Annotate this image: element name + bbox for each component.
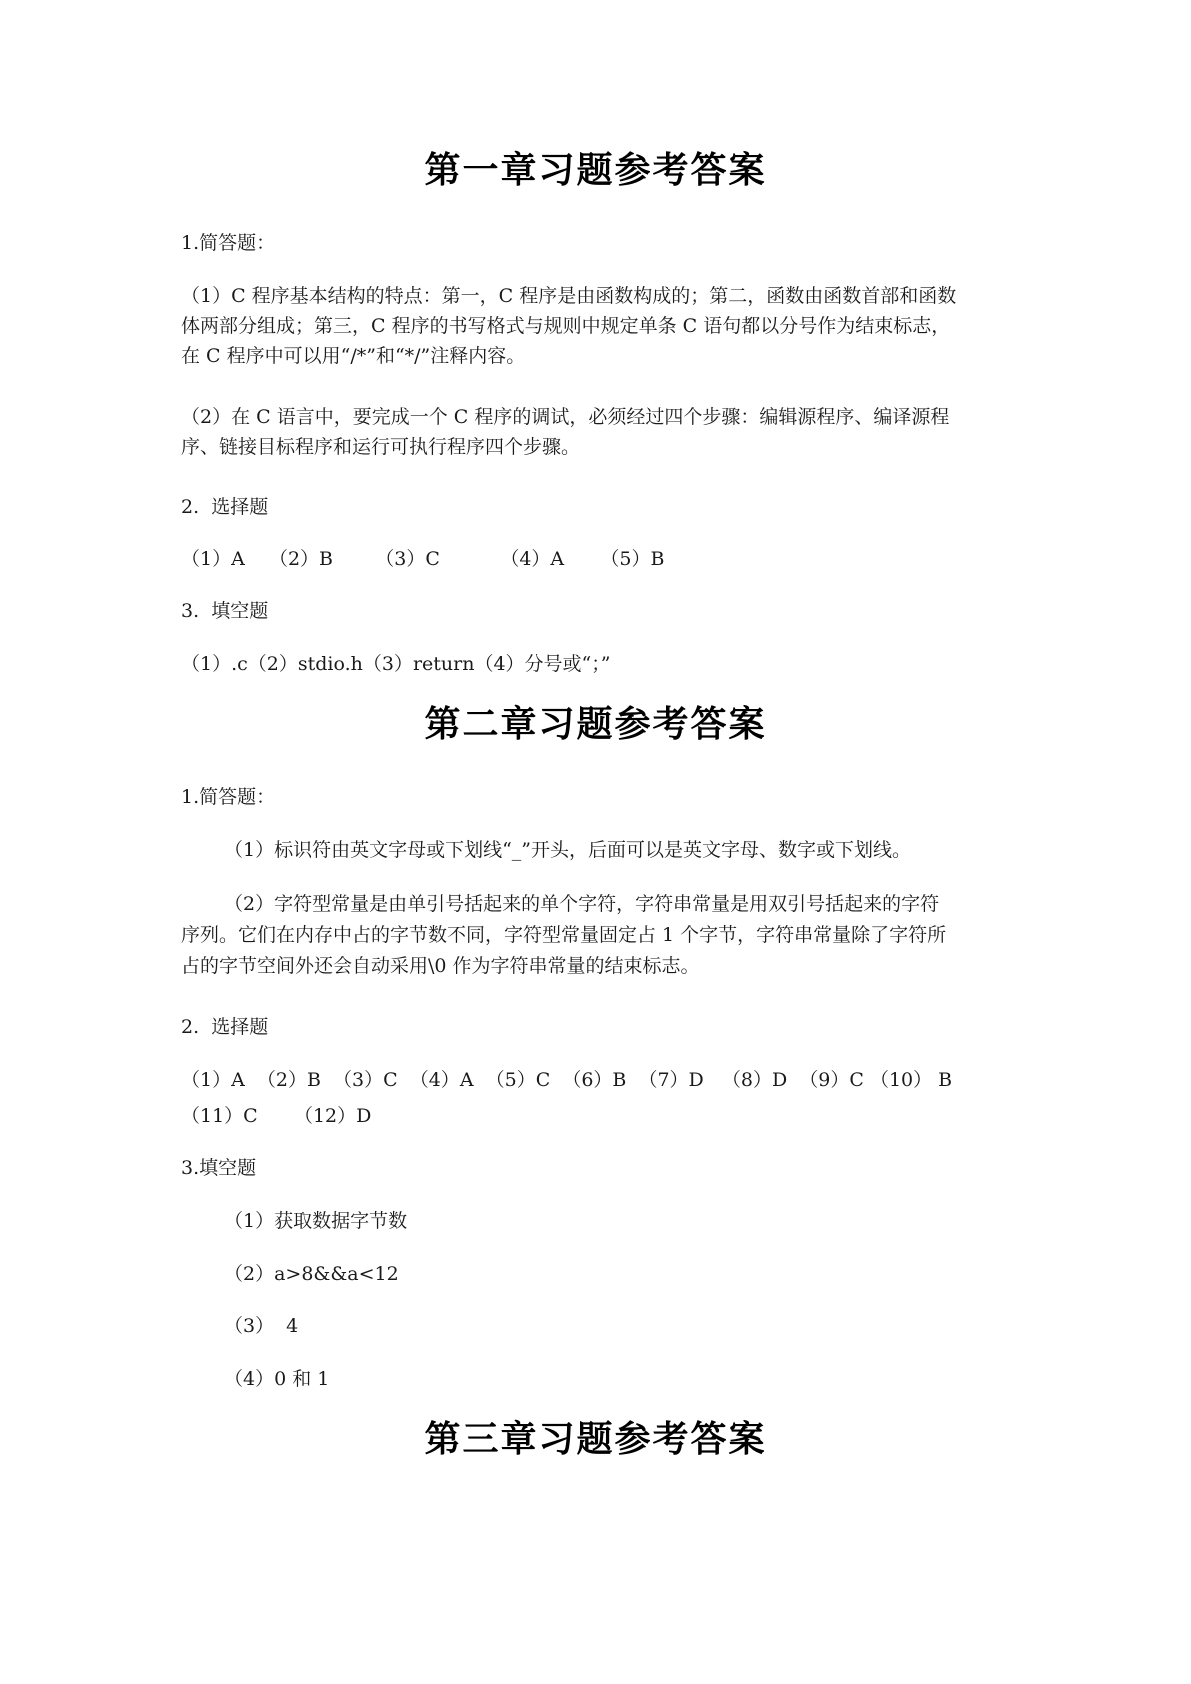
ch2-fill-heading: 3.填空题 <box>181 1157 257 1179</box>
ch1-choice-heading: 2. 选择题 <box>181 496 269 518</box>
ch1-choice-answers: （1）A （2）B （3）C （4）A （5）B <box>181 548 665 570</box>
ch1-short-answer-heading: 1.简答题： <box>181 232 276 254</box>
ch2-short-answer-heading: 1.简答题： <box>181 786 276 808</box>
ch2-answer-2-line-1: （2）字符型常量是由单引号括起来的单个字符，字符串常量是用双引号括起来的字符 <box>224 893 940 915</box>
ch1-fill-answers: （1）.c（2）stdio.h（3）return（4）分号或“；” <box>181 653 611 675</box>
ch2-fill-answer-1: （1）获取数据字节数 <box>224 1210 408 1232</box>
ch2-fill-answer-3: （3） 4 <box>224 1315 299 1337</box>
chapter-3-title: 第三章习题参考答案 <box>424 1418 767 1460</box>
chapter-2-title: 第二章习题参考答案 <box>424 703 767 745</box>
ch2-answer-2-line-2: 序列。它们在内存中占的字节数不同，字符型常量固定占 1 个字节，字符串常量除了字符所 <box>181 924 947 946</box>
ch2-fill-answer-4: （4）0 和 1 <box>224 1368 330 1390</box>
ch1-answer-2-line-2: 序、链接目标程序和运行可执行程序四个步骤。 <box>181 436 581 458</box>
ch1-fill-heading: 3. 填空题 <box>181 600 269 622</box>
ch2-answer-2-line-3: 占的字节空间外还会自动采用\0 作为字符串常量的结束标志。 <box>181 955 700 977</box>
ch1-answer-1-line-3: 在 C 程序中可以用“/*”和“*/”注释内容。 <box>181 345 526 367</box>
ch2-choice-answers-line-1: （1）A （2）B （3）C （4）A （5）C （6）B （7）D （8）D （9）C （10） B <box>181 1069 953 1091</box>
ch2-fill-answer-2: （2）a>8&&a<12 <box>224 1263 399 1285</box>
ch2-choice-heading: 2. 选择题 <box>181 1016 269 1038</box>
chapter-1-title: 第一章习题参考答案 <box>424 149 767 191</box>
ch1-answer-2-line-1: （2）在 C 语言中，要完成一个 C 程序的调试，必须经过四个步骤：编辑源程序、编译源程 <box>181 406 950 428</box>
ch2-choice-answers-line-2: （11）C （12）D <box>181 1105 372 1127</box>
ch1-answer-1-line-1: （1）C 程序基本结构的特点：第一，C 程序是由函数构成的；第二，函数由函数首部和函数 <box>181 285 957 307</box>
ch2-answer-1: （1）标识符由英文字母或下划线“_”开头，后面可以是英文字母、数字或下划线。 <box>224 839 912 861</box>
ch1-answer-1-line-2: 体两部分组成；第三，C 程序的书写格式与规则中规定单条 C 语句都以分号作为结束标志， <box>181 315 951 337</box>
